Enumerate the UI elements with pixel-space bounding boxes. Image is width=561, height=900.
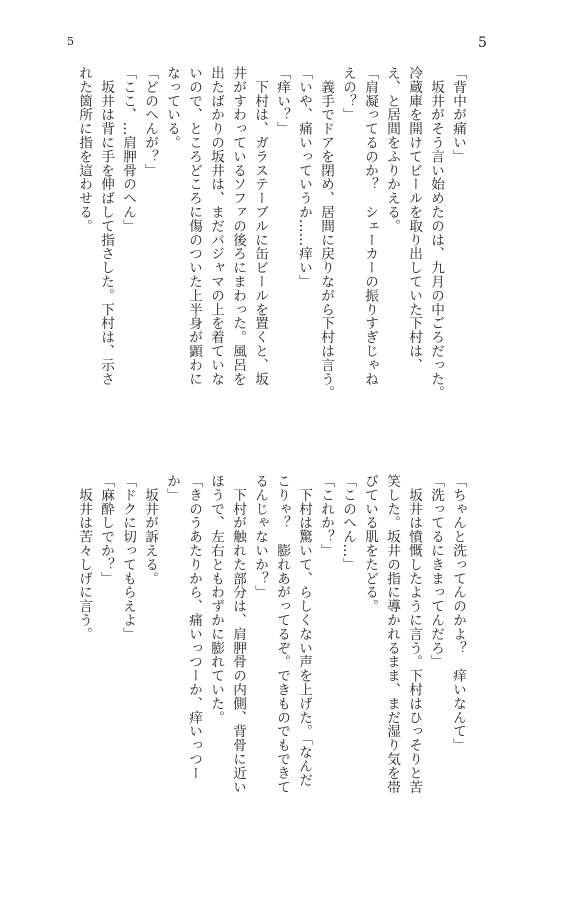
text-line: 「洗ってるにきまってんだろ」 bbox=[428, 474, 444, 669]
text-line: ほうで、左右ともわずかに膨れていた。 bbox=[208, 474, 224, 725]
text-line: 「きのうあたりから、痛いっつーか、痒いっつー bbox=[186, 474, 202, 780]
text-line: 義手でドアを閉め、居間に戻りながら下村は言う。 bbox=[318, 66, 334, 400]
text-line: 坂井は憤慨したように言う。下村はひっそりと苦 bbox=[406, 474, 422, 794]
text-line: れた箇所に指を這わせる。 bbox=[76, 66, 92, 233]
text-line: いので、ところどころに傷のついた上半身が顕わに bbox=[186, 66, 202, 386]
text-line: るんじゃないか？」 bbox=[252, 474, 268, 600]
text-line: 「どのへんが？」 bbox=[142, 66, 158, 178]
text-line: なっている。 bbox=[164, 66, 180, 150]
text-line: 「ドクに切ってもらえよ」 bbox=[120, 474, 136, 641]
text-block-upper bbox=[73, 66, 469, 446]
text-line: こりゃ？ 膨れあがってるぞ。できものでもできて bbox=[274, 474, 290, 794]
text-line: 冷蔵庫を開けてビールを取り出していた下村は、 bbox=[406, 66, 422, 372]
text-line: 下村が触れた部分は、肩胛骨の内側、背骨に近い bbox=[230, 474, 246, 794]
page-number-right: 5 bbox=[478, 35, 487, 51]
text-line: 「いや、痛いっていうか……痒い」 bbox=[296, 66, 312, 289]
text-line: 下村は、ガラステーブルに缶ビールを置くと、坂 bbox=[252, 66, 268, 386]
text-block-lower bbox=[73, 474, 469, 834]
text-line: 下村は驚いて、らしくない声を上げた。「なんだ bbox=[296, 474, 312, 787]
text-line: 「肩凝ってるのか？ シェーカーの振りすぎじゃね bbox=[362, 66, 378, 386]
text-line: えの？」 bbox=[340, 66, 356, 122]
text-line: 「痒い？」 bbox=[274, 66, 290, 136]
text-line: 出たばかりの坂井は、まだパジャマの上を着ていな bbox=[208, 66, 224, 386]
text-line: 坂井がそう言い始めたのは、九月の中ごろだった。 bbox=[428, 66, 444, 400]
text-line: 「麻酔しでか？」 bbox=[98, 474, 114, 586]
text-line: 「ここ、…肩胛骨のへん」 bbox=[120, 66, 136, 233]
text-line: え、と居間をふりかえる。 bbox=[384, 66, 400, 233]
text-line: 坂井は苦々しげに言う。 bbox=[76, 474, 92, 641]
text-line: 坂井が訴える。 bbox=[142, 474, 158, 586]
text-line: 「これか？」 bbox=[318, 474, 334, 558]
text-line: 井がすわっているソファの後ろにまわった。風呂を bbox=[230, 66, 246, 386]
text-line: か」 bbox=[164, 474, 180, 502]
page-number-left: 5 bbox=[67, 35, 74, 48]
text-line: 笑した。坂井の指に導かれるまま、まだ湿り気を帯 bbox=[384, 474, 400, 794]
text-line: 「背中が痛い」 bbox=[450, 66, 466, 164]
text-line: びている肌をたどる。 bbox=[362, 474, 378, 613]
text-line: 「このへん…」 bbox=[340, 474, 356, 572]
text-line: 坂井は背に手を伸ばして指さした。下村は、示さ bbox=[98, 66, 114, 386]
text-line: 「ちゃんと洗ってんのかよ？ 痒いなんて」 bbox=[450, 474, 466, 752]
